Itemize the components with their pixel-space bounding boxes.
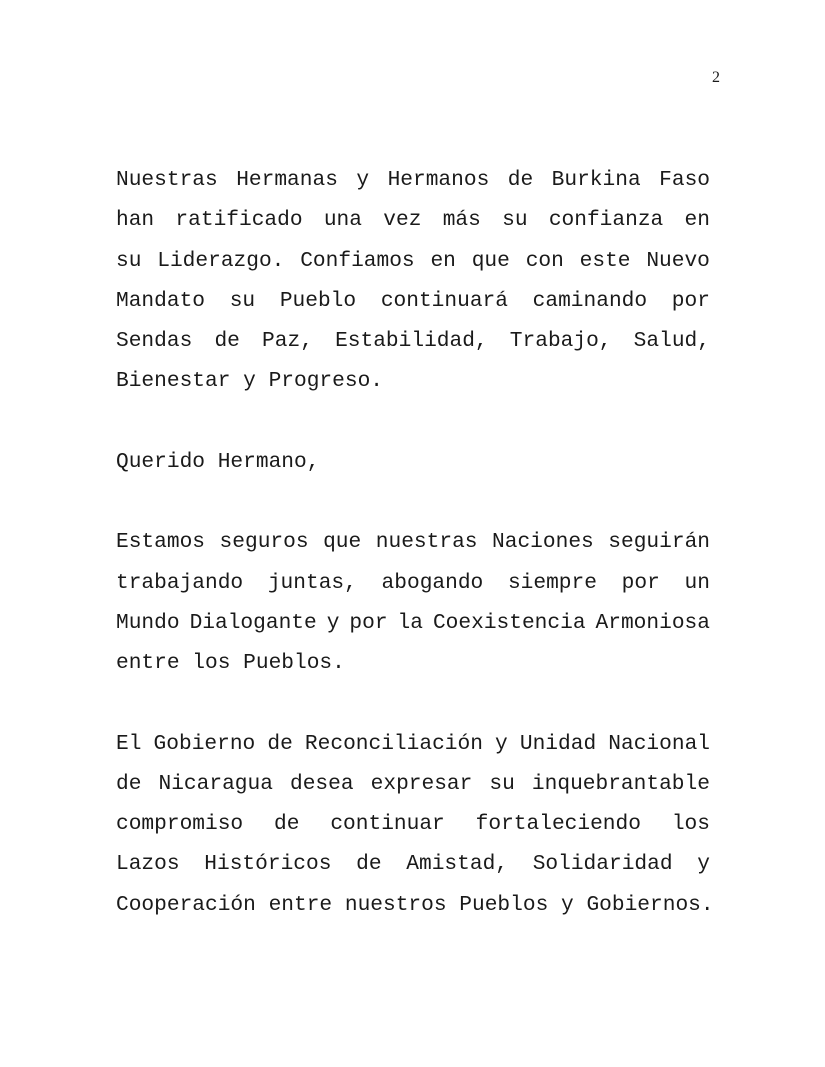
paragraph-1 <box>116 160 710 402</box>
page-number: 2 <box>712 69 720 86</box>
text-line: Bienestar y Progreso. <box>116 369 384 394</box>
paragraph-greeting <box>116 442 710 482</box>
text-line: Sendas de Paz, Estabilidad, Trabajo, Salud, <box>116 329 710 353</box>
text-line: Mundo Dialogante y por la Coexistencia Armoniosa <box>116 610 710 635</box>
text-line: compromiso de continuar fortaleciendo los <box>116 812 710 836</box>
text-line: El Gobierno de Reconciliación y Unidad Nacional <box>116 731 710 756</box>
text-line: trabajando juntas, abogando siempre por un <box>116 570 710 595</box>
text-line: su Liderazgo. Confiamos en que con este Nuevo <box>116 248 710 273</box>
text-line: Querido Hermano, <box>116 449 320 474</box>
text-line: entre los Pueblos. <box>116 651 345 675</box>
paragraph-2 <box>116 522 710 683</box>
text-line: Nuestras Hermanas y Hermanos de Burkina Faso <box>116 168 710 192</box>
paragraph-3 <box>116 724 714 925</box>
letter-body <box>116 160 714 965</box>
text-line: Mandato su Pueblo continuará caminando por <box>116 288 710 313</box>
text-line: Lazos Históricos de Amistad, Solidaridad y <box>116 852 710 877</box>
text-line: Cooperación entre nuestros Pueblos y Gobiernos. <box>116 892 714 917</box>
text-line: Estamos seguros que nuestras Naciones seguirán <box>116 530 710 555</box>
text-line: de Nicaragua desea expresar su inquebrantable <box>116 771 710 796</box>
text-line: han ratificado una vez más su confianza en <box>116 208 710 233</box>
